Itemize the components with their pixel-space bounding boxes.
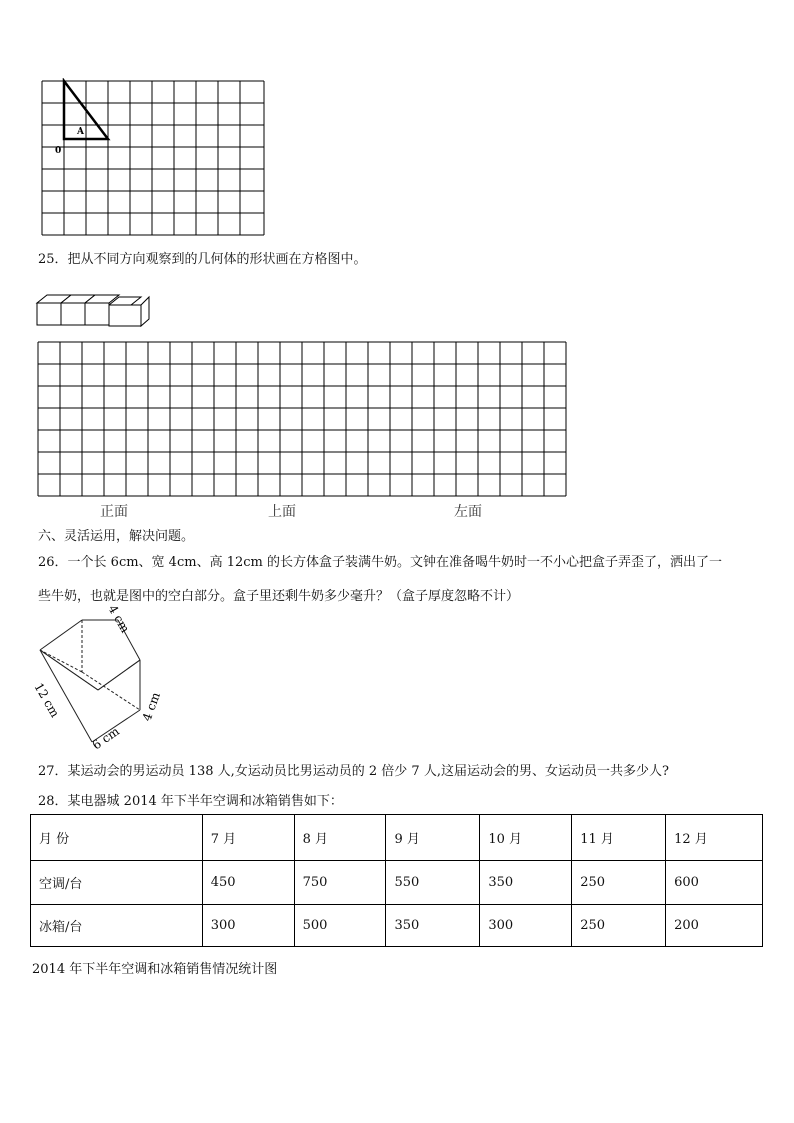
- table-cell: 空调/台: [31, 861, 203, 905]
- table-cell: 500: [294, 905, 386, 947]
- view-label-left: 左面: [454, 504, 482, 520]
- table-header-cell: 10 月: [480, 815, 572, 861]
- table-header-cell: 9 月: [386, 815, 480, 861]
- table-cell: 450: [202, 861, 294, 905]
- dim-side: 12 cm: [31, 680, 63, 720]
- table-cell: 250: [572, 861, 666, 905]
- label-a: A: [77, 127, 84, 137]
- question-28: 28．某电器城 2014 年下半年空调和冰箱销售如下：: [38, 794, 343, 809]
- table-header-cell: 12 月: [666, 815, 763, 861]
- table-header-row: [31, 815, 763, 861]
- dim-right: 4 cm: [139, 690, 163, 724]
- milk-box-figure: [30, 602, 170, 752]
- table-cell: 600: [666, 861, 763, 905]
- table-row: [31, 861, 763, 905]
- table-cell: 350: [480, 861, 572, 905]
- view-label-front: 正面: [100, 504, 128, 520]
- label-origin: 0: [55, 146, 62, 156]
- table-cell: 350: [386, 905, 480, 947]
- table-cell: 200: [666, 905, 763, 947]
- table-cell: 冰箱/台: [31, 905, 203, 947]
- dim-top: 4 cm: [105, 602, 133, 636]
- cubes-figure: [34, 286, 152, 330]
- table-cell: 300: [480, 905, 572, 947]
- question-26-line2: 些牛奶，也就是图中的空白部分。盒子里还剩牛奶多少毫升？（盒子厚度忽略不计）: [38, 589, 520, 604]
- table-header-cell: 7 月: [202, 815, 294, 861]
- table-header-cell: 11 月: [572, 815, 666, 861]
- dim-bottom: 6 cm: [89, 724, 122, 752]
- table-row: [31, 905, 763, 947]
- question-27: 27．某运动会的男运动员 138 人,女运动员比男运动员的 2 倍少 7 人,这届运动会的男、女运动员一共多少人?: [38, 764, 669, 779]
- grid-triangle-figure: [38, 78, 270, 238]
- views-grid: [36, 340, 570, 498]
- table-cell: 750: [294, 861, 386, 905]
- question-25: 25．把从不同方向观察到的几何体的形状画在方格图中。: [38, 252, 367, 267]
- table-cell: 300: [202, 905, 294, 947]
- view-label-top: 上面: [268, 504, 296, 520]
- table-header-cell: 8 月: [294, 815, 386, 861]
- section-6-title: 六、灵活运用，解决问题。: [38, 529, 195, 544]
- table-cell: 550: [386, 861, 480, 905]
- question-26-line1: 26．一个长 6cm、宽 4cm、高 12cm 的长方体盒子装满牛奶。文钟在准备喝牛奶时一不小心把盒子弄歪了，洒出了一: [38, 555, 722, 570]
- table-header-cell: 月 份: [31, 815, 203, 861]
- sales-table: [30, 814, 763, 947]
- table-cell: 250: [572, 905, 666, 947]
- chart-caption: 2014 年下半年空调和冰箱销售情况统计图: [32, 962, 278, 977]
